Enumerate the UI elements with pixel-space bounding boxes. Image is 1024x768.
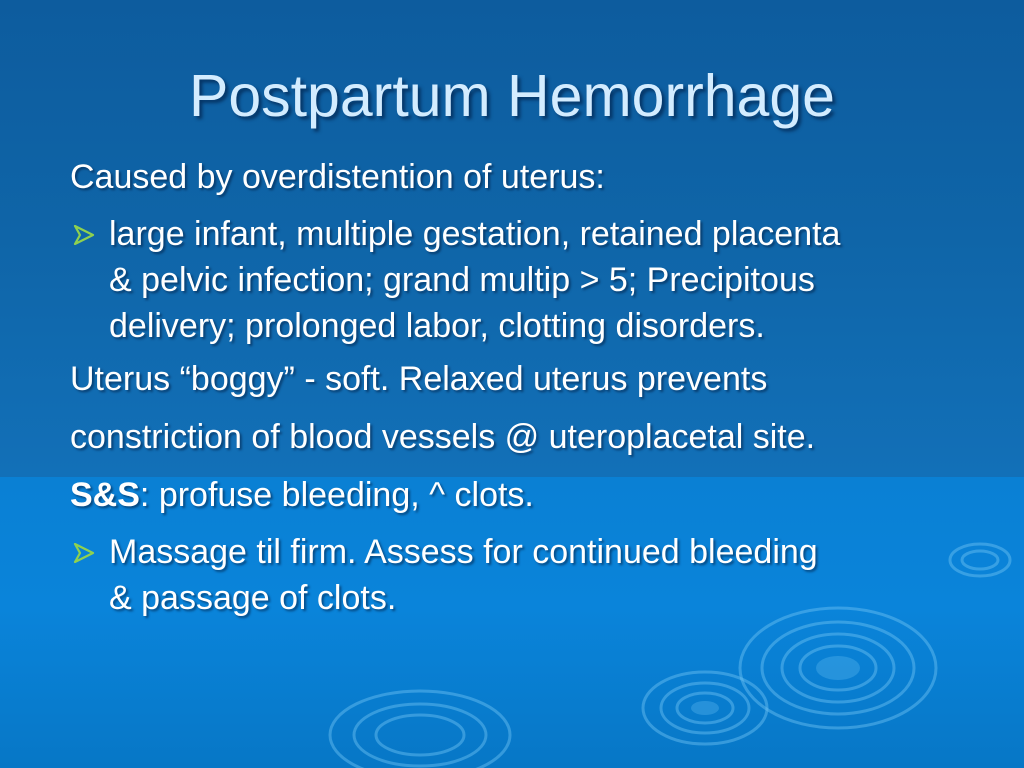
bullet-text-line: Massage til firm. Assess for continued bleeding [109, 533, 818, 571]
bullet-item-causes [70, 211, 1000, 349]
bullet-item-treatment [70, 529, 1000, 621]
signs-symptoms-text [70, 471, 1000, 529]
bullet-text-line: & passage of clots. [109, 579, 397, 617]
signs-symptoms-label: S&S [70, 476, 140, 514]
slide-body [70, 153, 1000, 627]
bullet-text-line: delivery; prolonged labor, clotting disorders. [109, 307, 765, 345]
bullet-text-line: large infant, multiple gestation, retained placenta [109, 215, 841, 253]
signs-symptoms-detail: : profuse bleeding, ^ clots. [139, 476, 534, 514]
arrowhead-bullet-icon [73, 225, 95, 245]
constriction-text: constriction of blood vessels @ uteroplacetal site. [70, 418, 816, 456]
slide-title: Postpartum Hemorrhage [188, 63, 835, 129]
bullet-text-line: & pelvic infection; grand multip > 5; Precipitous [109, 261, 815, 299]
arrowhead-bullet-icon [73, 543, 95, 563]
intro-text: Caused by overdistention of uterus: [70, 158, 605, 196]
uterus-text: Uterus “boggy” - soft. Relaxed uterus prevents [70, 360, 768, 398]
